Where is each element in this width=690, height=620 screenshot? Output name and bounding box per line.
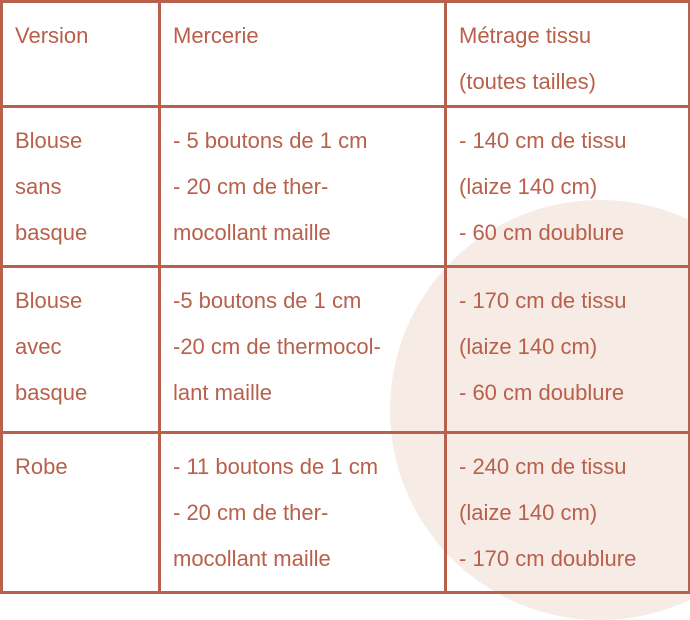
header-metrage-tissu (446, 2, 690, 107)
cell-line: - 11 boutons de 1 cm (173, 454, 379, 479)
mercerie-cell (160, 433, 446, 593)
version-cell (2, 107, 160, 267)
table-header-row (2, 2, 690, 107)
cell-line: (laize 140 cm) (459, 500, 598, 525)
cell-line: - 60 cm doublure (459, 220, 625, 245)
cell-line: - 5 boutons de 1 cm (173, 128, 368, 153)
metrage-cell (446, 107, 690, 267)
header-version (2, 2, 160, 107)
mercerie-cell (160, 107, 446, 267)
cell-line: sans (15, 174, 62, 199)
version-cell (2, 433, 160, 593)
cell-line: - 170 cm de tissu (459, 288, 627, 313)
mercerie-cell (160, 267, 446, 433)
cell-line: Blouse (15, 288, 83, 313)
cell-line: Métrage tissu (459, 23, 592, 48)
cell-line: basque (15, 220, 88, 245)
table-row (2, 267, 690, 433)
cell-line: Blouse (15, 128, 83, 153)
cell-line: Mercerie (173, 23, 259, 48)
cell-line: mocollant maille (173, 220, 331, 245)
cell-line: Robe (15, 454, 68, 479)
cell-line: - 20 cm de ther- (173, 500, 329, 525)
cell-line: - 140 cm de tissu (459, 128, 627, 153)
cell-line: (laize 140 cm) (459, 334, 598, 359)
cell-line: (laize 140 cm) (459, 174, 598, 199)
cell-line: basque (15, 380, 88, 405)
cell-line: Version (15, 23, 89, 48)
cell-line: - 240 cm de tissu (459, 454, 627, 479)
cell-line: - 20 cm de ther- (173, 174, 329, 199)
version-cell (2, 267, 160, 433)
metrage-cell (446, 433, 690, 593)
cell-line: avec (15, 334, 62, 359)
header-mercerie (160, 2, 446, 107)
metrage-cell (446, 267, 690, 433)
cell-line: - 170 cm doublure (459, 546, 637, 571)
cell-line: -20 cm de thermocol- (173, 334, 381, 359)
table-row (2, 107, 690, 267)
cell-line: mocollant maille (173, 546, 331, 571)
cell-line: (toutes tailles) (459, 69, 596, 94)
table-row (2, 433, 690, 593)
cell-line: lant maille (173, 380, 273, 405)
cell-line: - 60 cm doublure (459, 380, 625, 405)
cell-line: -5 boutons de 1 cm (173, 288, 362, 313)
